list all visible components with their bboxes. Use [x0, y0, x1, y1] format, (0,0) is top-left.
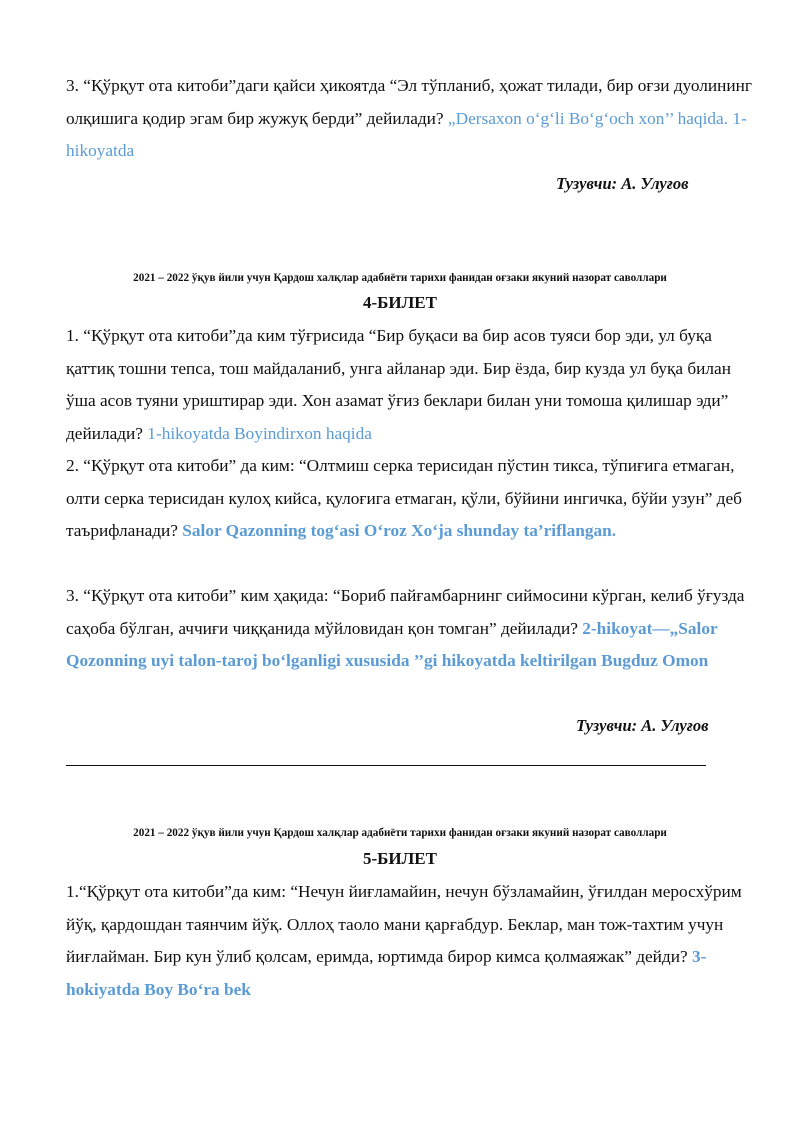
answer-text: „Dersaxon oʻgʻli Boʻgʻoch xon’’ haqida. 1-hikoyatda [66, 108, 747, 160]
question-text: 1. “Қўрқут ота китоби”да ким тўғрисида “Бир буқаси ва бир асов туяси бор эди, ул буқа қаттиқ тошни тепса, тош майдаланиб, унга айланар эди. Бир ёзда, бир кузда ул буқа билан ўша асов туяни уриштирар эди. Хон азамат ўғиз беклари билан уни томоша қилишар эди” дейилади? [66, 326, 731, 443]
answer-text: 1-hikoyatda Boyindirxon haqida [147, 423, 372, 443]
answer-text: 2-hikoyat—„Salor Qozonning uyi talon-taroj boʻlganligi xususida ’’gi hikoyatda keltirilgan Bugduz Omon [66, 618, 718, 670]
answer-text: Salor Qazonning togʻasi Oʻroz Xoʻja shunday ta’riflangan. [182, 521, 617, 540]
question-3 [66, 580, 756, 678]
author-signature: Тузувчи: А. Улуғов [576, 716, 709, 735]
question-1 [66, 320, 756, 450]
question-2 [66, 450, 756, 548]
ticket-title: 4-БИЛЕТ [363, 293, 437, 312]
question-text: 3. “Қўрқут ота китоби” ким ҳақида: “Бориб пайғамбарнинг сиймосини кўрган, келиб ўғузда саҳоба бўлган, аччиғи чиққанида мўйловидан қон томган” дейилади? [66, 586, 745, 638]
question-text: 1.“Қўрқут ота китоби”да ким: “Нечун йиғламайин, нечун бўзламайин, ўғилдан меросхўрим йўқ, қардошдан таянчим йўқ. Оллоҳ таоло мани қарғабдур. Беклар, ман тож-тахтим учун йиғлайман. Бир кун ўлиб қолсам, еримда, юртимда бирор кимса қолмаяжак” дейди? [66, 882, 742, 966]
ticket-title: 5-БИЛЕТ [363, 849, 437, 868]
exam-header: 2021 – 2022 ўқув йили учун Қардош халқлар адабиёти тарихи фанидан оғзаки якуний назорат саволлари [133, 272, 667, 284]
question-1 [66, 876, 756, 1006]
question-text: 3. “Қўрқут ота китоби”даги қайси ҳикоятда “Эл тўпланиб, ҳожат тилади, бир оғзи дуолининг олқишига қодир эгам бир жужуқ берди” дейилади? [66, 76, 752, 128]
question-text: 2. “Қўрқут ота китоби” да ким: “Олтмиш серка терисидан пўстин тикса, тўпиғига етмаган, олти серка терисидан кулоҳ кийса, қулоғига етмаган, қўли, бўйини ингичка, бўйи узун” деб таърифланади? [66, 456, 742, 540]
divider-line [66, 765, 706, 766]
answer-text: 3-hokiyatda Boy Boʻra bek [66, 947, 707, 999]
author-signature: Тузувчи: А. Улуғов [556, 174, 689, 193]
exam-header: 2021 – 2022 ўқув йили учун Қардош халқлар адабиёти тарихи фанидан оғзаки якуний назорат саволлари [133, 827, 667, 839]
question-3-prev [66, 70, 756, 168]
